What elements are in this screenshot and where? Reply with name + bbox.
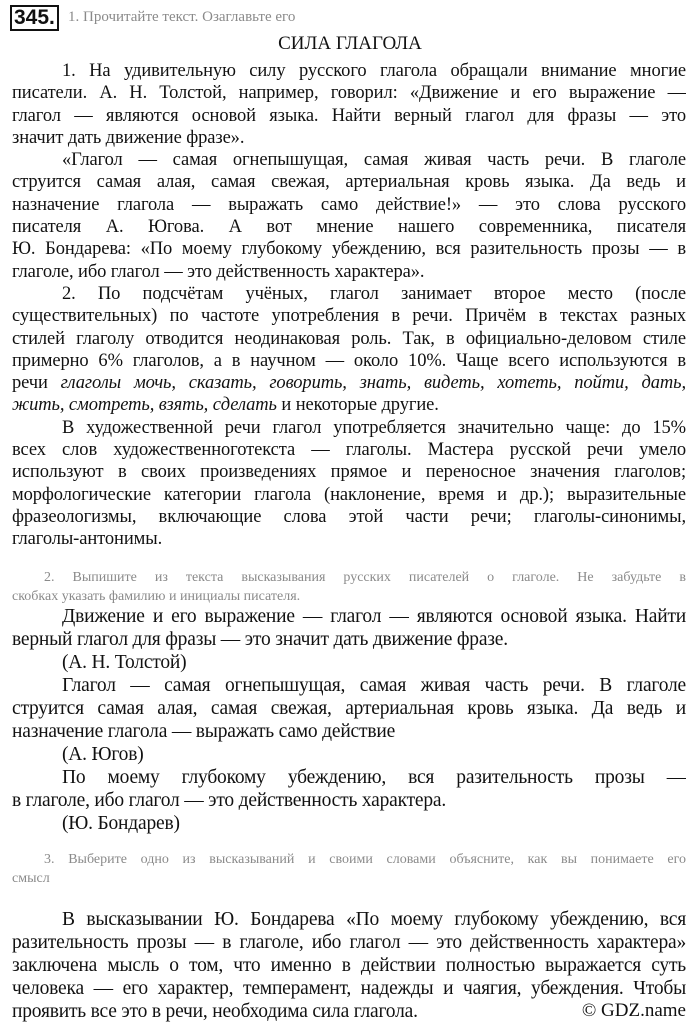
- text-line: По моему глубокому убеждению, вся разительность прозы —: [62, 767, 686, 788]
- text-line: используют в своих произведениях прямое и переносное значения глаголов;: [12, 462, 686, 483]
- text-line: глаголы-антонимы.: [12, 529, 163, 550]
- text-line: [12, 394, 686, 416]
- text-line: Глагол — самая огнепышущая, самая живая часть речи. В глаголе: [62, 675, 686, 696]
- quotes-answer: [12, 605, 686, 835]
- text-line: примерно 6% глаголов, а в научном — около 10%. Чаще всего используются в: [12, 350, 686, 371]
- text-line: Ю. Бондарева: «По моему глубокому убеждению, вся разительность прозы — в: [12, 239, 686, 260]
- text-line: скобках указать фамилию и инициалы писателя.: [12, 589, 301, 604]
- quote-author: (А. Н. Толстой): [62, 652, 187, 673]
- text-line: глагол — являются основой языка. Найти верный глагол для фразы — это: [12, 105, 686, 126]
- italic-verbs: жить, смотреть, взять, сделать: [12, 395, 277, 416]
- quote-author: (Ю. Бондарев): [62, 813, 180, 834]
- text-line: разительность прозы — в глаголе, ибо глагол — это действенность характера»: [12, 932, 686, 953]
- text-line: в глаголе, ибо глагол — это действенность характера.: [12, 790, 447, 811]
- text-line: 3. Выберите одно из высказываний и своими словами объясните, как вы понимаете его: [44, 852, 686, 867]
- paragraph: [12, 60, 686, 149]
- text-line: верный глагол для фразы — это значит дать движение фразе.: [12, 629, 508, 650]
- text-line: [12, 372, 686, 394]
- paragraph: [12, 417, 686, 551]
- exercise-number: 345.: [10, 5, 59, 31]
- text-line: морфологические категории глагола (наклонение, время и др.); выразительные: [12, 484, 686, 505]
- text-line: писателя А. Югова. А вот мнение нашего современника, писателя: [12, 217, 686, 238]
- text-line: В художественной речи глагол употребляется значительно чаще: до 15%: [62, 417, 686, 438]
- task-2-instruction: [12, 568, 686, 606]
- text-line: смысл: [12, 871, 50, 886]
- text-line: «Глагол — самая огнепышущая, самая живая часть речи. В глаголе: [62, 150, 686, 171]
- quote: [12, 766, 686, 835]
- quote: [12, 605, 686, 674]
- text-line: В высказывании Ю. Бондарева «По моему глубокому убеждению, вся: [62, 909, 686, 930]
- text-segment: и некоторые другие.: [276, 395, 439, 416]
- text-line: проявить все это в речи, необходима сила глагола.: [12, 1001, 418, 1022]
- text-line: назначение глагола — выражать само действие: [12, 721, 396, 742]
- text-line: назначение глагола — выражать само действие!» — это слова русского: [12, 194, 686, 215]
- text-line: заключена мысль о том, что именно в действии полностью выражается суть: [12, 955, 686, 976]
- text-line: фразеологизмы, включающие слова этой части речи; глаголы-синонимы,: [12, 506, 686, 527]
- task-1-instruction: 1. Прочитайте текст. Озаглавьте его: [68, 9, 296, 25]
- text-line: 1. На удивительную силу русского глагола обращали внимание многие: [62, 61, 686, 81]
- paragraph: [12, 149, 686, 283]
- text-line: Движение и его выражение — глагол — являются основой языка. Найти: [62, 606, 686, 627]
- text-line: струится самая алая, самая свежая, артериальная кровь языка. Да ведь и: [12, 172, 686, 193]
- italic-verbs: глаголы мочь, сказать, говорить, знать, видеть, хотеть, пойти, дать,: [60, 373, 686, 394]
- text-line: 2. Выпишите из текста высказывания русских писателей о глаголе. Не забудьте в: [44, 570, 686, 585]
- text-line: значит дать движение фразе».: [12, 127, 245, 148]
- text-line: существительных) по частоте употребления в речи. Причём в текстах разных: [12, 306, 686, 327]
- task-3-instruction: [12, 850, 686, 888]
- quote: [12, 674, 686, 766]
- text-line: глаголе, ибо глагол — это действенность характера».: [12, 261, 425, 282]
- text-line: стилей глаголу отводится неодинаковая роль. Так, в официально-деловом стиле: [12, 328, 686, 349]
- text-line: писатели. А. Н. Толстой, например, говорил: «Движение и его выражение —: [12, 83, 686, 104]
- paragraph: [12, 283, 686, 417]
- text-title: СИЛА ГЛАГОЛА: [278, 33, 422, 54]
- text-line: 2. По подсчётам учёных, глагол занимает второе место (после: [62, 283, 686, 304]
- text-line: человека — его характер, темперамент, надежды и чаягия, убеждения. Чтобы: [12, 978, 686, 999]
- main-text: [12, 60, 686, 551]
- text-segment: речи: [12, 373, 61, 394]
- text-line: струится самая алая, самая свежая, артериальная кровь языка. Да ведь и: [12, 698, 686, 719]
- copyright: © GDZ.name: [581, 1000, 686, 1021]
- text-line: всех слов художественноготекста — глаголы. Мастера русской речи умело: [12, 440, 686, 461]
- quote-author: (А. Югов): [62, 744, 144, 765]
